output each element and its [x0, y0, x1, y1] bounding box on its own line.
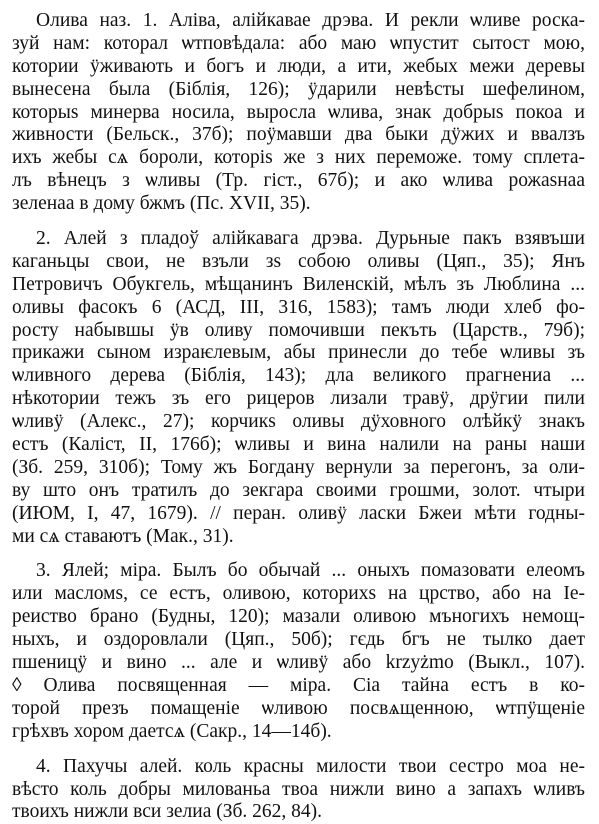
entry-section-4: [12, 756, 585, 824]
text-line: нѣкотории тежъ зъ его рицеров лизали травӱ, дрӱгии пили: [12, 388, 585, 410]
text-line: зеленаа в дому бжмъ (Пс. XVII, 35).: [12, 193, 311, 215]
text-line: или масломs, се естъ, оливою, которихs на црство, або на Іе-: [12, 583, 585, 605]
text-line: которыs минерва носила, выросла ѡлива, знак добрыs покоа и: [12, 101, 585, 123]
text-line: прикажи сыном израѥлевым, абы принесли до тебе ѡливы зъ: [12, 342, 585, 364]
text-line: (ИЮМ, I, 47, 1679). // перан. оливӱ ласки Бжеи мѣти годны-: [12, 502, 585, 524]
text-line: ву што онъ тратилъ до зекгара своими грошми, золот. чтыри: [12, 479, 585, 501]
text-line: ѡливного дерева (Біблія, 143); дла великого прагнениа ...: [12, 365, 585, 387]
text-line: росту набывшы ӱв оливу помочивши пекъть (Царств., 79б);: [12, 319, 585, 341]
text-line: ◊ Олива посвященная — міра. Сіа тайна естъ в ко-: [12, 674, 585, 696]
text-line: ныхъ, и оздоровлали (Цяп., 50б); гєдь бгъ не тылко дает: [12, 629, 585, 651]
text-line: 3. Ялей; міра. Былъ бо обычай ... оныхъ помазовати елеомъ: [36, 560, 585, 582]
text-line: ѡливӱ (Алекс., 27); корчикs оливы дӱховного олѣйкӱ знакъ: [12, 411, 585, 433]
text-line: (Зб. 259, 310б); Тому жъ Богдану вернули за перегонъ, за оли-: [12, 456, 585, 478]
text-line: естъ (Каліст, II, 176б); ѡливы и вина налили на раны наши: [12, 434, 585, 456]
text-line: грѣхвъ хором даетсѧ (Сакр., 14—14б).: [12, 720, 332, 742]
text-line: вынесена была (Біблія, 126); ӱдарили невѣсты шефелином,: [12, 78, 585, 100]
text-line: ми сѧ ставаютъ (Мак., 31).: [12, 525, 234, 547]
text-line: реиство брано (Будны, 120); мазали оливою мъногихъ немощ-: [12, 606, 585, 628]
entry-section-1: [12, 10, 585, 216]
text-line: твоихъ нижли вси зелиа (Зб. 262, 84).: [12, 801, 323, 823]
text-line: вѣсто коль добры милованьа твоа нижли вино а запахъ ѡливъ: [12, 778, 585, 800]
text-line: зуй нам: которал ѡтповѣдала: або маю ѡпустит сытост мою,: [12, 32, 585, 54]
text-line: каганьцы свои, не взъли зs собою оливы (Цяп., 35); Янъ: [12, 250, 585, 272]
text-line: лъ вѣнецъ з ѡливы (Тр. гіст., 67б); и ако ѡлива рожаsнаа: [12, 170, 585, 192]
entry-section-3: [12, 560, 585, 743]
text-line: пшеницӱ и вино ... але и ѡливӱ або krzyżmo (Выкл., 107).: [12, 652, 585, 674]
text-line: ихъ жебы сѧ бороли, которіs же з них переможе. тому сплета-: [12, 147, 585, 169]
text-line: 2. Алей з пладоў алійкавага дрэва. Дурьные пакъ взявъши: [36, 228, 585, 250]
text-line: Олива наз. 1. Аліва, алійкавае дрэва. И рекли ѡливе роска-: [36, 10, 585, 31]
text-line: торой презъ помащеніе ѡливою посвѧщенною, ѡтпӱщеніе: [12, 697, 585, 719]
entry-section-2: [12, 228, 585, 548]
text-line: оливы фасокъ 6 (АСД, III, 316, 1583); тамъ люди хлеб фо-: [12, 296, 585, 318]
text-line: 4. Пахучы алей. коль красны милости твои сестро моа не-: [36, 755, 585, 777]
text-line: Петровичъ Обукгель, мѣщанинъ Виленскій, мѣлъ зъ Люблина ...: [12, 273, 585, 295]
text-line: котории ӱживають и богъ и люди, а ити, жебых межи деревы: [12, 55, 585, 77]
text-line: живности (Бельск., 37б); поӱмавши два быки дӱжих и ввалзъ: [12, 124, 585, 146]
